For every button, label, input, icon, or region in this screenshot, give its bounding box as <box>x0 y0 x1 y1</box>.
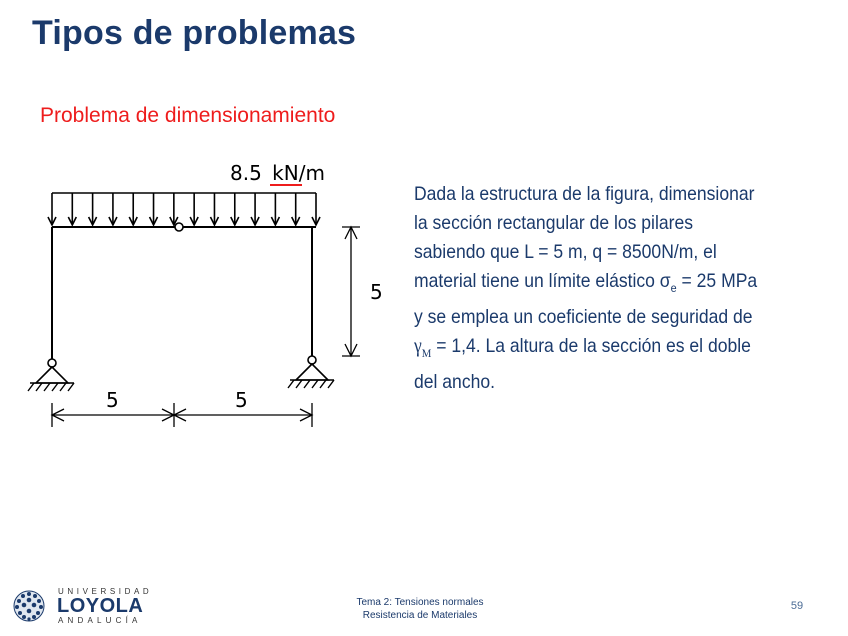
load-arrow <box>150 193 158 225</box>
load-arrow <box>190 193 198 225</box>
load-value-label: 8.5 kN/m <box>230 161 325 185</box>
statement-line: del ancho. <box>414 370 495 393</box>
load-arrow <box>89 193 97 225</box>
load-arrow <box>312 193 320 225</box>
load-arrow <box>68 193 76 225</box>
height-label: 5 <box>370 280 383 304</box>
load-arrow <box>48 193 56 225</box>
statement-line: y se emplea un coeficiente de seguridad de <box>414 305 753 328</box>
height-dimension <box>342 227 360 356</box>
footer-course-info <box>340 596 500 622</box>
right-pin-support <box>288 356 334 388</box>
slide-title: Tipos de problemas <box>32 14 357 52</box>
slide-subtitle: Problema de dimensionamiento <box>40 104 336 127</box>
statement-line: Dada la estructura de la figura, dimensionar <box>414 183 755 205</box>
statement-line: $\gamma_M = 1,4$. La altura de la sección es el doble <box>414 334 751 360</box>
page-number: 59 <box>790 600 804 612</box>
load-arrow <box>210 193 218 225</box>
university-logo <box>12 586 162 626</box>
logo-bottom-text: ANDALUCÍA <box>58 616 142 625</box>
footer-course: Resistencia de Materiales <box>362 610 478 621</box>
load-arrow <box>129 193 137 225</box>
sigma-subscript: e <box>670 280 677 295</box>
right-span-label: 5 <box>235 388 248 412</box>
logo-globe-icon <box>12 589 48 623</box>
load-arrow <box>170 193 178 225</box>
internal-hinge <box>175 223 183 231</box>
problem-statement <box>414 180 792 397</box>
left-span-label: 5 <box>106 388 119 412</box>
load-arrow <box>292 193 300 225</box>
load-arrow <box>251 193 259 225</box>
statement-line: la sección rectangular de los pilares <box>414 212 694 234</box>
load-arrow <box>271 193 279 225</box>
footer-topic: Tema 2: Tensiones normales <box>356 597 484 608</box>
load-arrow <box>231 193 239 225</box>
logo-main-text: LOYOLA <box>57 595 144 617</box>
gamma-symbol: γ <box>414 335 422 357</box>
gamma-subscript: M <box>421 345 432 360</box>
left-pin-support <box>28 359 74 391</box>
statement-line: sabiendo que L = 5 m, q = 8500N/m, el <box>414 241 717 263</box>
logo-top-text: UNIVERSIDAD <box>58 587 153 596</box>
load-arrow <box>109 193 117 225</box>
statement-line: material tiene un límite elástico $\sigma_e = 25$ MPa <box>414 270 758 295</box>
frame-diagram <box>24 155 384 440</box>
span-dimension <box>52 403 312 427</box>
load-arrows <box>48 193 320 225</box>
